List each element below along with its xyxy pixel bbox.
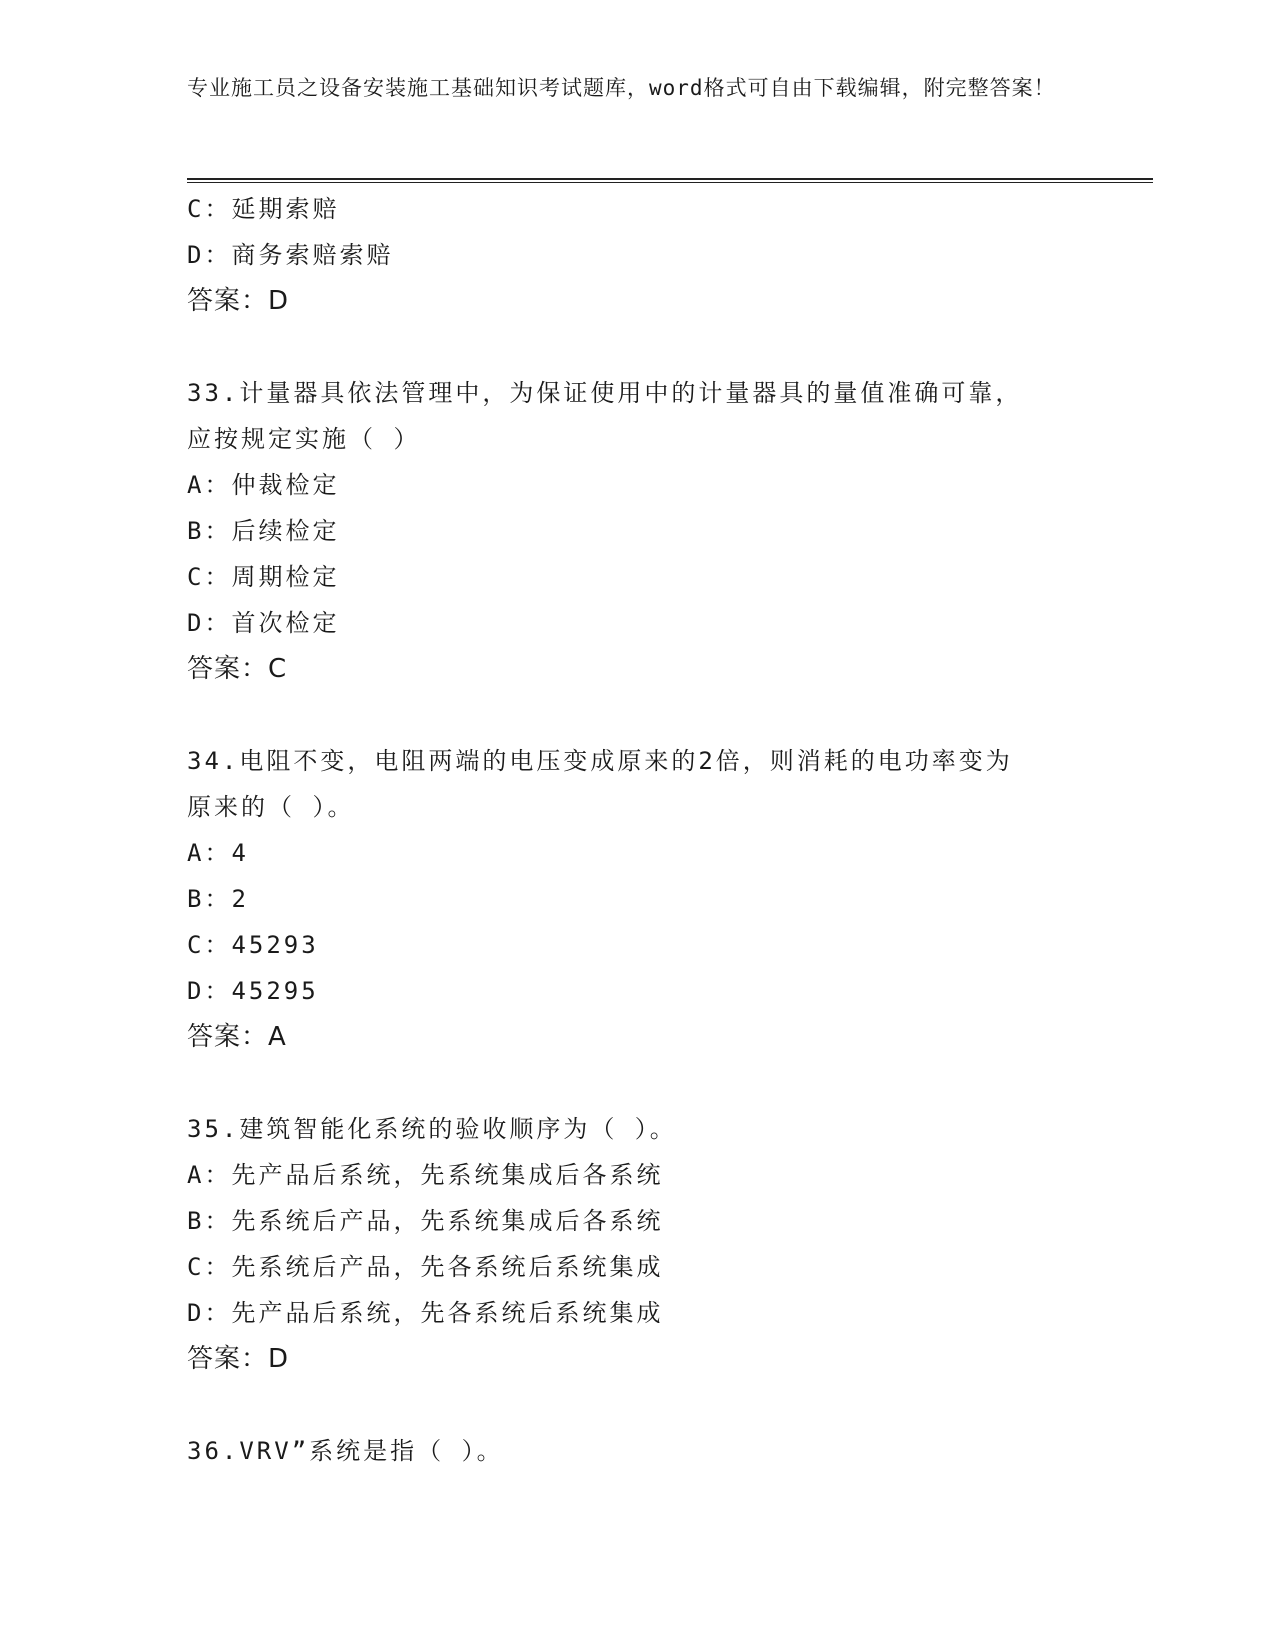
q35-option-b: B：先系统后产品，先系统集成后各系统 <box>187 1207 664 1235</box>
q34-option-d: D：45295 <box>187 977 319 1005</box>
q35-option-a: A：先产品后系统，先系统集成后各系统 <box>187 1161 664 1189</box>
q34-stem-line1: 34.电阻不变，电阻两端的电压变成原来的2倍，则消耗的电功率变为 <box>187 747 1013 775</box>
q33-option-a: A：仲裁检定 <box>187 471 340 499</box>
header-rule-thin <box>187 182 1153 183</box>
q34-option-c: C：45293 <box>187 931 319 959</box>
q33-option-b: B：后续检定 <box>187 517 340 545</box>
q35-option-d: D：先产品后系统，先各系统后系统集成 <box>187 1299 664 1327</box>
q35-stem-line1: 35.建筑智能化系统的验收顺序为（ ）。 <box>187 1115 677 1143</box>
q33-option-c: C：周期检定 <box>187 563 340 591</box>
q34-option-b: B：2 <box>187 885 249 913</box>
q36-stem-line1: 36.VRV”系统是指（ ）。 <box>187 1437 504 1465</box>
q34-stem-line2: 原来的（ ）。 <box>187 793 355 821</box>
q34-answer: 答案：A <box>187 1022 287 1052</box>
q32-option-d: D：商务索赔索赔 <box>187 241 394 269</box>
q33-answer: 答案：C <box>187 654 288 684</box>
document-header: 专业施工员之设备安装施工基础知识考试题库，word格式可自由下载编辑，附完整答案！ <box>187 76 1056 100</box>
q32-option-c: C：延期索赔 <box>187 195 340 223</box>
q33-stem-line1: 33.计量器具依法管理中，为保证使用中的计量器具的量值准确可靠， <box>187 379 1023 407</box>
q35-option-c: C：先系统后产品，先各系统后系统集成 <box>187 1253 664 1281</box>
q33-option-d: D：首次检定 <box>187 609 340 637</box>
q35-answer: 答案：D <box>187 1344 290 1374</box>
q32-answer: 答案：D <box>187 286 290 316</box>
q33-stem-line2: 应按规定实施（ ） <box>187 425 421 453</box>
header-rule-thick <box>187 178 1153 180</box>
q34-option-a: A：4 <box>187 839 249 867</box>
